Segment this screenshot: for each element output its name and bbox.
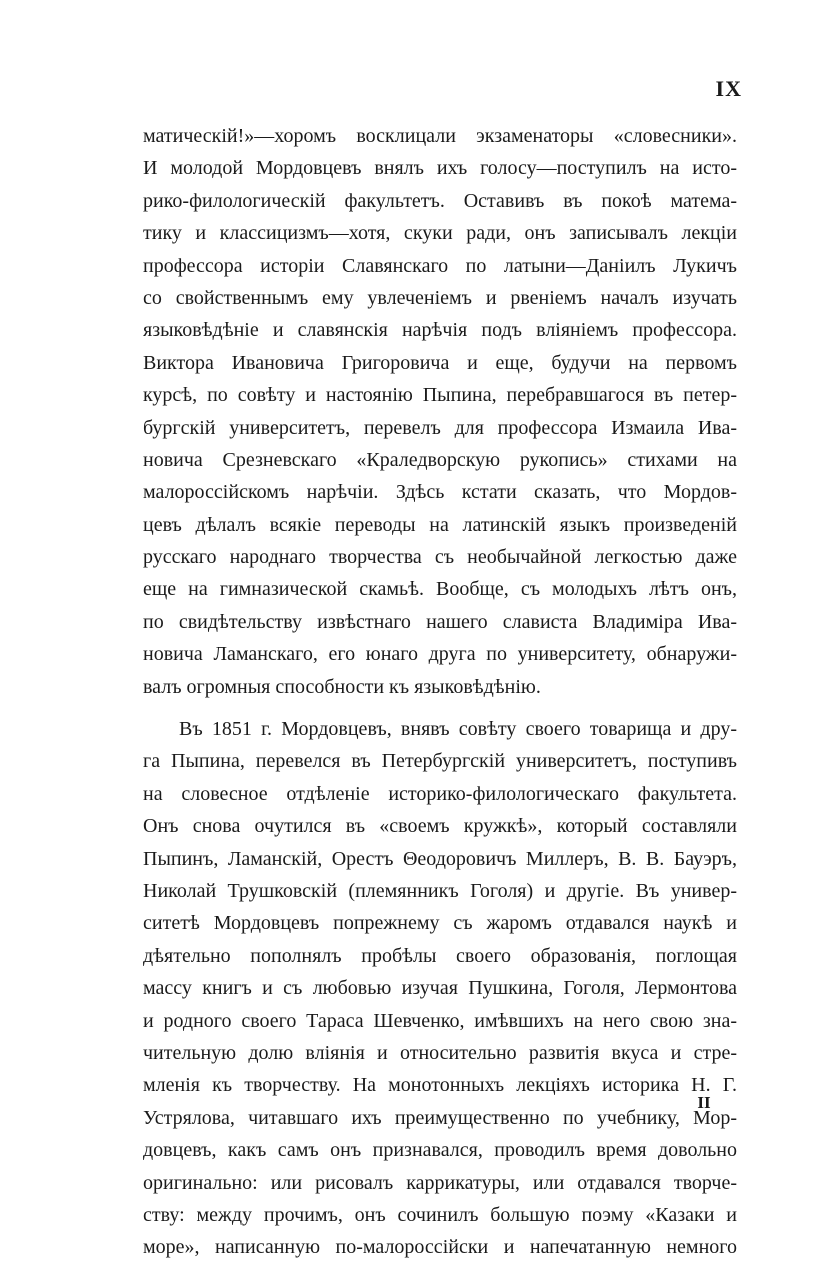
paragraph-gap	[143, 703, 737, 713]
text-line: чительную долю вліянія и относительно развитія вкуса и стре-	[143, 1041, 737, 1064]
text-line: со свойственнымъ ему увлеченіемъ и рвеніемъ началъ изучать	[143, 286, 737, 309]
text-line: тику и классицизмъ—хотя, скуки ради, онъ записывалъ лекціи	[143, 222, 737, 245]
text-line: дѣятельно пополнялъ пробѣлы своего образованія, поглощая	[143, 944, 737, 967]
text-line: новича Срезневскаго «Краледворскую рукопись» стихами на	[143, 448, 737, 471]
text-line: довцевъ, какъ самъ онъ признавался, проводилъ время довольно	[143, 1139, 737, 1162]
text-line: еще на гимназической скамьѣ. Вообще, съ молодыхъ лѣтъ онъ,	[143, 578, 737, 601]
text-line: языковѣдѣніе и славянскія нарѣчія подъ вліяніемъ профессора.	[143, 319, 737, 342]
text-line: на словесное отдѣленіе историко-филологическаго факультета.	[143, 782, 737, 805]
text-line: ству: между прочимъ, онъ сочинилъ большую поэму «Казаки и	[143, 1203, 737, 1226]
text-line: га Пыпина, перевелся въ Петербургскій университетъ, поступивъ	[143, 750, 737, 773]
signature-mark: II	[697, 1093, 711, 1112]
text-line: оригинально: или рисовалъ каррикатуры, или отдавался творче-	[143, 1171, 737, 1194]
text-line: Устрялова, читавшаго ихъ преимущественно по учебнику, Мор-	[143, 1106, 737, 1129]
text-line: Виктора Ивановича Григоровича и еще, будучи на первомъ	[143, 351, 737, 374]
text-line: валъ огромныя способности къ языковѣдѣнію.	[143, 675, 541, 698]
text-line: матическій!»—хоромъ восклицали экзаменаторы «словесники».	[143, 125, 737, 147]
text-line: рико-филологическій факультетъ. Оставивъ въ покоѣ матема-	[143, 189, 737, 212]
text-line: ситетѣ Мордовцевъ попрежнему съ жаромъ отдавался наукѣ и	[143, 912, 737, 935]
text-line: бургскій университетъ, перевелъ для профессора Измаила Ива-	[143, 416, 737, 439]
text-line: Онъ снова очутился въ «своемъ кружкѣ», который составляли	[143, 815, 737, 838]
text-line: Николай Трушковскій (племянникъ Гоголя) и другіе. Въ универ-	[143, 879, 737, 902]
text-line: Въ 1851 г. Мордовцевъ, внявъ совѣту своего товарища и дру-	[179, 718, 737, 741]
text-line: и родного своего Тараса Шевченко, имѣвшихъ на него свою зна-	[143, 1009, 737, 1032]
text-line: море», написанную по-малороссійски и напечатанную немного	[143, 1236, 737, 1259]
text-line: массу книгъ и съ любовью изучая Пушкина, Гоголя, Лермонтова	[143, 977, 737, 1000]
text-line: курсѣ, по совѣту и настоянію Пыпина, перебравшагося въ петер-	[143, 384, 737, 407]
body-text	[143, 120, 737, 1264]
text-line: цевъ дѣлалъ всякіе переводы на латинскій языкъ произведеній	[143, 513, 737, 536]
text-line: по свидѣтельству извѣстнаго нашего слависта Владиміра Ива-	[143, 610, 737, 633]
text-line: профессора исторіи Славянскаго по латыни—Даніилъ Лукичъ	[143, 254, 737, 277]
page-number: IX	[715, 76, 742, 101]
paragraph	[143, 120, 737, 703]
text-line: русскаго народнаго творчества съ необычайной легкостью даже	[143, 546, 737, 569]
text-line: Пыпинъ, Ламанскій, Орестъ Θеодоровичъ Миллеръ, В. В. Бауэръ,	[143, 847, 737, 870]
text-line: И молодой Мордовцевъ внялъ ихъ голосу—поступилъ на исто-	[143, 157, 737, 180]
text-line: малороссійскомъ нарѣчіи. Здѣсь кстати сказать, что Мордов-	[143, 481, 737, 504]
text-line: новича Ламанскаго, его юнаго друга по университету, обнаружи-	[143, 643, 737, 666]
paragraph	[143, 713, 737, 1264]
text-line: мленія къ творчеству. На монотонныхъ лекціяхъ историка Н. Г.	[143, 1074, 737, 1097]
